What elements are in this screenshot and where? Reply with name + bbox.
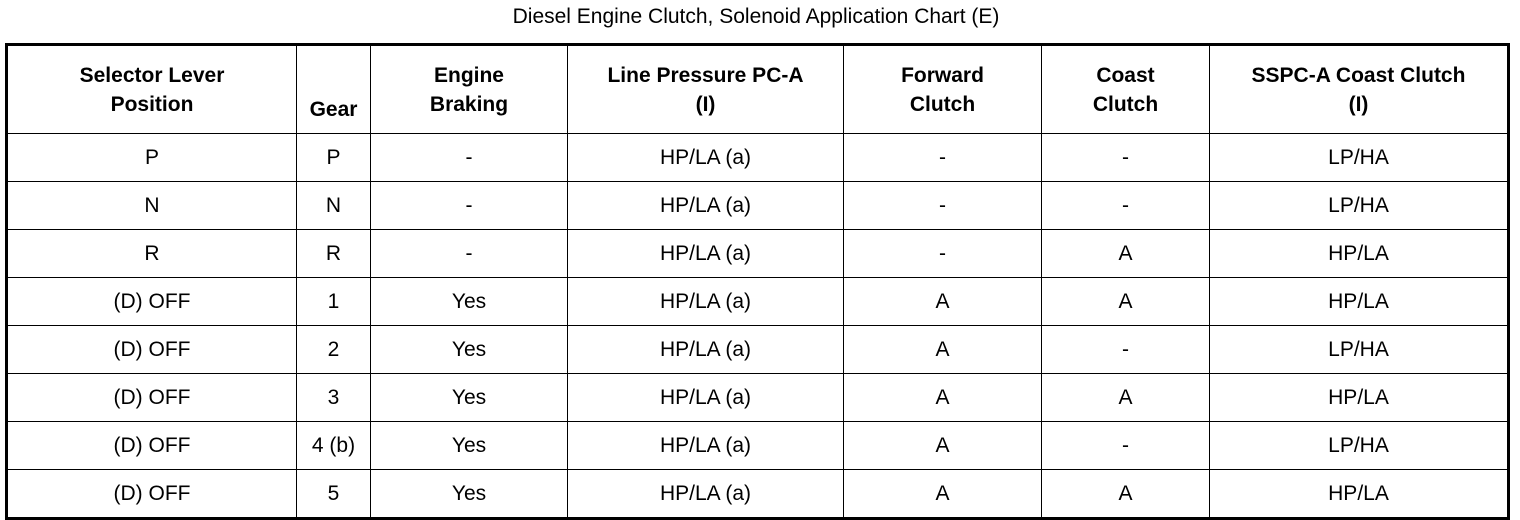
col-header-line-pressure [568,45,844,134]
cell-gear: 5 [297,470,371,519]
table-row [7,134,1509,182]
cell-engine-braking: Yes [371,326,568,374]
cell-line-pressure: HP/LA (a) [568,470,844,519]
col-header-gear [297,45,371,134]
cell-engine-braking: Yes [371,470,568,519]
cell-line-pressure: HP/LA (a) [568,230,844,278]
col-header-engine-braking [371,45,568,134]
cell-gear: P [297,134,371,182]
cell-forward-clutch: A [844,470,1042,519]
cell-line-pressure: HP/LA (a) [568,422,844,470]
header-line: Gear [309,98,358,121]
header-line: Braking [429,92,509,116]
cell-gear: 2 [297,326,371,374]
header-line: Clutch [909,92,976,116]
cell-coast-clutch: - [1042,422,1210,470]
header-line: Position [110,92,194,116]
cell-selector-position: (D) OFF [7,374,297,422]
cell-line-pressure: HP/LA (a) [568,182,844,230]
cell-coast-clutch: - [1042,182,1210,230]
col-header-forward-clutch [844,45,1042,134]
cell-sspc-coast-clutch: HP/LA [1210,278,1509,326]
header-line: Engine [433,63,504,87]
cell-engine-braking: Yes [371,278,568,326]
cell-forward-clutch: A [844,374,1042,422]
table-row [7,470,1509,519]
cell-coast-clutch: - [1042,326,1210,374]
cell-forward-clutch: A [844,422,1042,470]
cell-sspc-coast-clutch: HP/LA [1210,230,1509,278]
col-header-sspc-coast-clutch [1210,45,1509,134]
cell-sspc-coast-clutch: LP/HA [1210,422,1509,470]
cell-selector-position: (D) OFF [7,422,297,470]
cell-selector-position: (D) OFF [7,326,297,374]
cell-selector-position: P [7,134,297,182]
col-header-coast-clutch [1042,45,1210,134]
header-line: Selector Lever [79,63,225,87]
cell-coast-clutch: A [1042,230,1210,278]
header-line: Coast [1096,63,1155,87]
cell-line-pressure: HP/LA (a) [568,134,844,182]
header-row [7,45,1509,134]
cell-coast-clutch: A [1042,470,1210,519]
cell-forward-clutch: A [844,326,1042,374]
chart-title: Diesel Engine Clutch, Solenoid Application Chart (E) [512,5,1000,28]
cell-engine-braking: Yes [371,374,568,422]
table-row [7,374,1509,422]
table-row [7,230,1509,278]
cell-sspc-coast-clutch: LP/HA [1210,182,1509,230]
cell-engine-braking: - [371,182,568,230]
table-row [7,182,1509,230]
cell-sspc-coast-clutch: HP/LA [1210,470,1509,519]
header-line: Forward [901,63,984,87]
cell-engine-braking: Yes [371,422,568,470]
cell-gear: 3 [297,374,371,422]
cell-gear: N [297,182,371,230]
cell-coast-clutch: - [1042,134,1210,182]
cell-selector-position: (D) OFF [7,470,297,519]
cell-gear: 1 [297,278,371,326]
cell-line-pressure: HP/LA (a) [568,326,844,374]
table-row [7,422,1509,470]
table-row [7,326,1509,374]
header-line: SSPC-A Coast Clutch [1251,63,1466,87]
cell-forward-clutch: - [844,134,1042,182]
cell-engine-braking: - [371,230,568,278]
cell-sspc-coast-clutch: LP/HA [1210,134,1509,182]
cell-forward-clutch: - [844,230,1042,278]
cell-gear: R [297,230,371,278]
header-line: (I) [1348,92,1369,116]
cell-selector-position: R [7,230,297,278]
cell-selector-position: (D) OFF [7,278,297,326]
header-line: (I) [695,92,716,116]
cell-forward-clutch: A [844,278,1042,326]
cell-coast-clutch: A [1042,278,1210,326]
table-row [7,278,1509,326]
header-line: Clutch [1092,92,1159,116]
cell-gear: 4 (b) [297,422,371,470]
cell-selector-position: N [7,182,297,230]
cell-forward-clutch: - [844,182,1042,230]
cell-sspc-coast-clutch: LP/HA [1210,326,1509,374]
col-header-selector-lever-position [7,45,297,134]
cell-line-pressure: HP/LA (a) [568,278,844,326]
cell-engine-braking: - [371,134,568,182]
application-chart-table [5,43,1510,520]
header-line: Line Pressure PC-A [607,63,804,87]
cell-line-pressure: HP/LA (a) [568,374,844,422]
cell-coast-clutch: A [1042,374,1210,422]
cell-sspc-coast-clutch: HP/LA [1210,374,1509,422]
